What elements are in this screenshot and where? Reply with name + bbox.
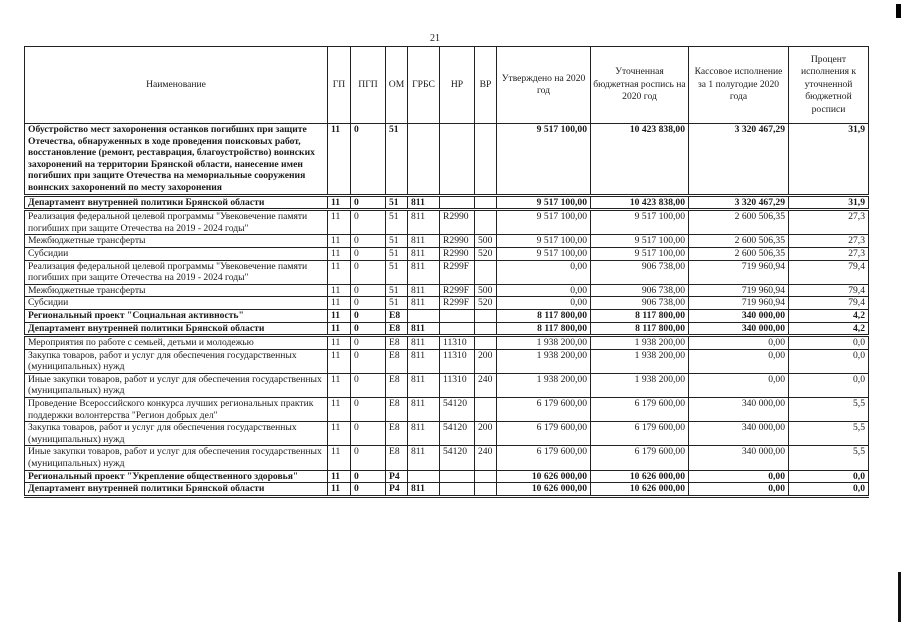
header-percent: Процент исполнения к уточненной бюджетной росписи <box>789 47 869 124</box>
row-gp: 11 <box>328 470 351 483</box>
row-gp: 11 <box>328 247 351 260</box>
row-nr <box>440 124 475 196</box>
row-grbs: 811 <box>408 297 440 310</box>
row-cash: 340 000,00 <box>689 309 789 322</box>
row-ppgp: 0 <box>351 124 386 196</box>
row-refined: 8 117 800,00 <box>591 309 689 322</box>
header-ppgp: ПГП <box>351 47 386 124</box>
row-vr <box>475 336 497 350</box>
row-gp: 11 <box>328 210 351 235</box>
row-gp: 11 <box>328 195 351 210</box>
row-refined: 10 423 838,00 <box>591 124 689 196</box>
row-cash: 719 960,94 <box>689 260 789 284</box>
row-approved: 10 626 000,00 <box>497 470 591 483</box>
row-vr: 500 <box>475 235 497 248</box>
row-refined: 9 517 100,00 <box>591 247 689 260</box>
row-refined: 6 179 600,00 <box>591 422 689 446</box>
row-name: Субсидии <box>25 247 328 260</box>
table-row <box>25 247 869 260</box>
row-om: E8 <box>386 422 408 446</box>
row-name: Реализация федеральной целевой программы "Увековечение памяти погибших при защите Отечества на 2019 - 2024 годы" <box>25 260 328 284</box>
row-om: 51 <box>386 260 408 284</box>
row-name: Проведение Всероссийского конкурса лучших региональных практик поддержки волонтерства "Регион добрых дел" <box>25 398 328 422</box>
row-percent: 0,0 <box>789 373 869 397</box>
row-name: Субсидии <box>25 297 328 310</box>
row-nr <box>440 309 475 322</box>
row-grbs: 811 <box>408 446 440 470</box>
row-percent: 4,2 <box>789 322 869 336</box>
row-vr <box>475 322 497 336</box>
table-row <box>25 235 869 248</box>
row-cash: 2 600 506,35 <box>689 247 789 260</box>
row-cash: 340 000,00 <box>689 422 789 446</box>
row-percent: 0,0 <box>789 349 869 373</box>
row-cash: 2 600 506,35 <box>689 210 789 235</box>
row-refined: 9 517 100,00 <box>591 210 689 235</box>
row-vr <box>475 210 497 235</box>
row-ppgp: 0 <box>351 195 386 210</box>
row-om: E8 <box>386 336 408 350</box>
row-ppgp: 0 <box>351 260 386 284</box>
table-row <box>25 322 869 336</box>
row-percent: 79,4 <box>789 284 869 297</box>
row-vr <box>475 470 497 483</box>
row-vr <box>475 309 497 322</box>
row-percent: 79,4 <box>789 260 869 284</box>
row-gp: 11 <box>328 124 351 196</box>
row-nr <box>440 483 475 497</box>
row-name: Мероприятия по работе с семьей, детьми и молодежью <box>25 336 328 350</box>
row-refined: 906 738,00 <box>591 297 689 310</box>
row-name: Региональный проект "Укрепление общественного здоровья" <box>25 470 328 483</box>
row-om: 51 <box>386 247 408 260</box>
table-row <box>25 446 869 470</box>
table-row <box>25 210 869 235</box>
row-percent: 31,9 <box>789 195 869 210</box>
row-approved: 0,00 <box>497 260 591 284</box>
row-grbs <box>408 470 440 483</box>
row-ppgp: 0 <box>351 349 386 373</box>
row-grbs: 811 <box>408 349 440 373</box>
header-cash: Кассовое исполнение за 1 полугодие 2020 года <box>689 47 789 124</box>
row-name: Закупка товаров, работ и услуг для обеспечения государственных (муниципальных) нужд <box>25 349 328 373</box>
row-ppgp: 0 <box>351 373 386 397</box>
table-row <box>25 336 869 350</box>
row-grbs: 811 <box>408 235 440 248</box>
row-grbs: 811 <box>408 422 440 446</box>
row-percent: 5,5 <box>789 422 869 446</box>
row-nr: R299F <box>440 284 475 297</box>
row-approved: 6 179 600,00 <box>497 398 591 422</box>
row-name: Закупка товаров, работ и услуг для обеспечения государственных (муниципальных) нужд <box>25 422 328 446</box>
row-vr <box>475 398 497 422</box>
row-approved: 10 626 000,00 <box>497 483 591 497</box>
row-refined: 1 938 200,00 <box>591 336 689 350</box>
row-percent: 0,0 <box>789 483 869 497</box>
row-cash: 340 000,00 <box>689 322 789 336</box>
row-nr: 11310 <box>440 373 475 397</box>
row-gp: 11 <box>328 398 351 422</box>
row-nr: R299F <box>440 297 475 310</box>
row-refined: 9 517 100,00 <box>591 235 689 248</box>
row-grbs: 811 <box>408 398 440 422</box>
header-vr: ВР <box>475 47 497 124</box>
table-row <box>25 309 869 322</box>
row-ppgp: 0 <box>351 247 386 260</box>
row-nr <box>440 322 475 336</box>
row-name: Иные закупки товаров, работ и услуг для обеспечения государственных (муниципальных) нужд <box>25 373 328 397</box>
row-vr: 500 <box>475 284 497 297</box>
row-vr <box>475 260 497 284</box>
row-refined: 906 738,00 <box>591 284 689 297</box>
row-ppgp: 0 <box>351 284 386 297</box>
row-approved: 9 517 100,00 <box>497 195 591 210</box>
row-approved: 0,00 <box>497 284 591 297</box>
row-ppgp: 0 <box>351 210 386 235</box>
row-cash: 719 960,94 <box>689 284 789 297</box>
row-om: E8 <box>386 322 408 336</box>
row-approved: 8 117 800,00 <box>497 309 591 322</box>
row-refined: 906 738,00 <box>591 260 689 284</box>
row-gp: 11 <box>328 336 351 350</box>
row-nr: 54120 <box>440 446 475 470</box>
row-grbs: 811 <box>408 247 440 260</box>
row-ppgp: 0 <box>351 446 386 470</box>
row-cash: 340 000,00 <box>689 446 789 470</box>
row-grbs: 811 <box>408 260 440 284</box>
row-vr <box>475 195 497 210</box>
table-row <box>25 422 869 446</box>
row-cash: 3 320 467,29 <box>689 195 789 210</box>
row-approved: 9 517 100,00 <box>497 235 591 248</box>
row-nr: 54120 <box>440 398 475 422</box>
row-ppgp: 0 <box>351 297 386 310</box>
row-grbs: 811 <box>408 336 440 350</box>
row-gp: 11 <box>328 309 351 322</box>
header-refined: Уточненная бюджетная роспись на 2020 год <box>591 47 689 124</box>
row-grbs: 811 <box>408 373 440 397</box>
table-row <box>25 124 869 196</box>
row-vr: 240 <box>475 446 497 470</box>
row-vr: 520 <box>475 247 497 260</box>
row-refined: 1 938 200,00 <box>591 349 689 373</box>
row-approved: 9 517 100,00 <box>497 124 591 196</box>
row-percent: 27,3 <box>789 235 869 248</box>
row-approved: 9 517 100,00 <box>497 210 591 235</box>
row-om: E8 <box>386 309 408 322</box>
scan-artifact-mark <box>896 4 901 18</box>
row-approved: 1 938 200,00 <box>497 349 591 373</box>
row-gp: 11 <box>328 297 351 310</box>
row-approved: 9 517 100,00 <box>497 247 591 260</box>
table-row <box>25 349 869 373</box>
row-refined: 10 626 000,00 <box>591 470 689 483</box>
row-approved: 1 938 200,00 <box>497 373 591 397</box>
row-refined: 6 179 600,00 <box>591 446 689 470</box>
row-nr: 54120 <box>440 422 475 446</box>
table-body <box>25 124 869 497</box>
row-refined: 8 117 800,00 <box>591 322 689 336</box>
row-cash: 0,00 <box>689 336 789 350</box>
table-row <box>25 284 869 297</box>
row-percent: 5,5 <box>789 446 869 470</box>
row-name: Департамент внутренней политики Брянской области <box>25 322 328 336</box>
row-om: E8 <box>386 446 408 470</box>
row-om: 51 <box>386 235 408 248</box>
row-om: E8 <box>386 398 408 422</box>
scan-edge-mark <box>898 572 901 622</box>
table-row <box>25 297 869 310</box>
header-approved: Утверждено на 2020 год <box>497 47 591 124</box>
header-gp: ГП <box>328 47 351 124</box>
row-om: P4 <box>386 470 408 483</box>
row-ppgp: 0 <box>351 398 386 422</box>
row-name: Департамент внутренней политики Брянской области <box>25 195 328 210</box>
row-ppgp: 0 <box>351 235 386 248</box>
row-om: 51 <box>386 195 408 210</box>
row-percent: 79,4 <box>789 297 869 310</box>
row-grbs <box>408 124 440 196</box>
table-row <box>25 398 869 422</box>
row-vr: 200 <box>475 422 497 446</box>
row-refined: 10 626 000,00 <box>591 483 689 497</box>
table-row <box>25 260 869 284</box>
row-approved: 1 938 200,00 <box>497 336 591 350</box>
row-name: Реализация федеральной целевой программы "Увековечение памяти погибших при защите Отечества на 2019 - 2024 годы" <box>25 210 328 235</box>
table-row <box>25 483 869 497</box>
table-row <box>25 470 869 483</box>
row-percent: 27,3 <box>789 210 869 235</box>
row-percent: 27,3 <box>789 247 869 260</box>
row-grbs: 811 <box>408 322 440 336</box>
row-refined: 6 179 600,00 <box>591 398 689 422</box>
row-ppgp: 0 <box>351 322 386 336</box>
row-nr <box>440 195 475 210</box>
row-percent: 5,5 <box>789 398 869 422</box>
row-approved: 0,00 <box>497 297 591 310</box>
table-row <box>25 195 869 210</box>
row-vr <box>475 483 497 497</box>
table-row <box>25 373 869 397</box>
header-name: Наименование <box>25 47 328 124</box>
row-percent: 0,0 <box>789 336 869 350</box>
row-gp: 11 <box>328 260 351 284</box>
row-nr: 11310 <box>440 336 475 350</box>
row-nr: R2990 <box>440 210 475 235</box>
row-nr: R2990 <box>440 247 475 260</box>
row-gp: 11 <box>328 322 351 336</box>
row-om: E8 <box>386 349 408 373</box>
row-percent: 4,2 <box>789 309 869 322</box>
row-name: Обустройство мест захоронения останков погибших при защите Отечества, обнаруженных в ходе проведения поисковых работ, восстановление (ремонт, реставрация, благоустройство) воинских захоронений на территории Брянской области, нанесение имен погибших при защите Отечества на мемориальные сооружения воинских захоронений по месту захоронения <box>25 124 328 196</box>
row-refined: 1 938 200,00 <box>591 373 689 397</box>
row-name: Региональный проект "Социальная активность" <box>25 309 328 322</box>
row-grbs: 811 <box>408 195 440 210</box>
row-name: Межбюджетные трансферты <box>25 235 328 248</box>
row-approved: 8 117 800,00 <box>497 322 591 336</box>
row-gp: 11 <box>328 422 351 446</box>
row-approved: 6 179 600,00 <box>497 446 591 470</box>
row-gp: 11 <box>328 284 351 297</box>
row-cash: 0,00 <box>689 349 789 373</box>
row-gp: 11 <box>328 235 351 248</box>
header-om: ОМ <box>386 47 408 124</box>
row-om: 51 <box>386 210 408 235</box>
row-ppgp: 0 <box>351 483 386 497</box>
row-percent: 0,0 <box>789 470 869 483</box>
row-gp: 11 <box>328 483 351 497</box>
row-gp: 11 <box>328 446 351 470</box>
row-nr <box>440 470 475 483</box>
row-ppgp: 0 <box>351 470 386 483</box>
header-grbs: ГРБС <box>408 47 440 124</box>
row-name: Межбюджетные трансферты <box>25 284 328 297</box>
row-grbs: 811 <box>408 210 440 235</box>
row-om: 51 <box>386 297 408 310</box>
table-header-row <box>25 47 869 124</box>
row-cash: 0,00 <box>689 483 789 497</box>
row-gp: 11 <box>328 349 351 373</box>
row-ppgp: 0 <box>351 309 386 322</box>
row-percent: 31,9 <box>789 124 869 196</box>
page-number: 21 <box>430 33 440 44</box>
row-name: Департамент внутренней политики Брянской области <box>25 483 328 497</box>
row-ppgp: 0 <box>351 422 386 446</box>
row-gp: 11 <box>328 373 351 397</box>
row-nr: 11310 <box>440 349 475 373</box>
row-grbs: 811 <box>408 284 440 297</box>
row-om: 51 <box>386 284 408 297</box>
row-approved: 6 179 600,00 <box>497 422 591 446</box>
row-refined: 10 423 838,00 <box>591 195 689 210</box>
row-vr <box>475 124 497 196</box>
row-nr: R2990 <box>440 235 475 248</box>
row-om: P4 <box>386 483 408 497</box>
row-name: Иные закупки товаров, работ и услуг для обеспечения государственных (муниципальных) нужд <box>25 446 328 470</box>
row-cash: 0,00 <box>689 470 789 483</box>
row-cash: 3 320 467,29 <box>689 124 789 196</box>
row-cash: 719 960,94 <box>689 297 789 310</box>
row-ppgp: 0 <box>351 336 386 350</box>
row-nr: R299F <box>440 260 475 284</box>
budget-table <box>24 46 869 498</box>
row-om: 51 <box>386 124 408 196</box>
row-grbs: 811 <box>408 483 440 497</box>
row-grbs <box>408 309 440 322</box>
row-vr: 240 <box>475 373 497 397</box>
header-nr: НР <box>440 47 475 124</box>
row-vr: 200 <box>475 349 497 373</box>
row-om: E8 <box>386 373 408 397</box>
row-cash: 2 600 506,35 <box>689 235 789 248</box>
row-cash: 340 000,00 <box>689 398 789 422</box>
row-vr: 520 <box>475 297 497 310</box>
row-cash: 0,00 <box>689 373 789 397</box>
